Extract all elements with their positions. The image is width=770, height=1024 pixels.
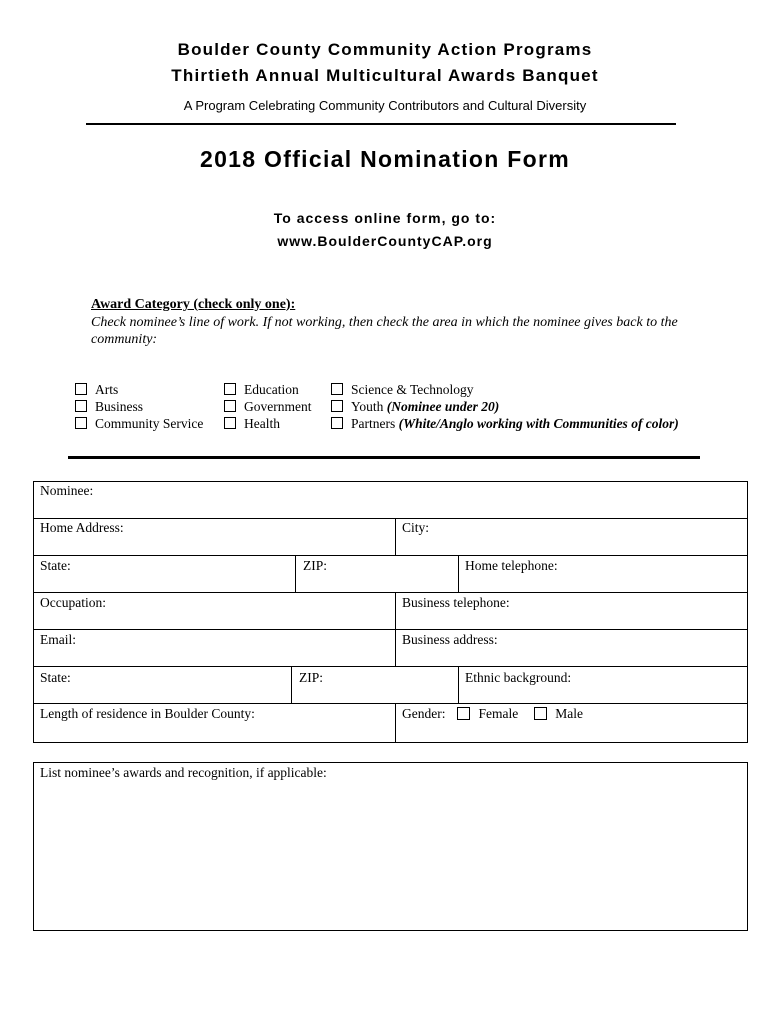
checkbox[interactable] xyxy=(331,400,343,412)
state-2-field[interactable] xyxy=(33,666,292,704)
online-form-note: To access online form, go to: xyxy=(273,210,497,226)
gender-label: Gender: xyxy=(402,706,446,721)
checkbox[interactable] xyxy=(224,417,236,429)
org-name: Boulder County Community Action Programs xyxy=(177,40,593,59)
header-divider xyxy=(86,123,676,125)
category-option-partners[interactable]: Partners (White/Anglo working with Communities of color) xyxy=(331,415,679,432)
checkbox[interactable] xyxy=(331,383,343,395)
state-2-label: State: xyxy=(40,670,71,685)
checkbox[interactable] xyxy=(75,400,87,412)
email-label: Email: xyxy=(40,632,76,647)
event-name: Thirtieth Annual Multicultural Awards Banquet xyxy=(171,66,599,85)
nominee-label: Nominee: xyxy=(40,483,94,498)
category-option-health[interactable]: Health xyxy=(224,415,280,432)
category-option-business[interactable]: Business xyxy=(75,398,143,415)
category-option-youth[interactable]: Youth (Nominee under 20) xyxy=(331,398,499,415)
category-option-community-service[interactable]: Community Service xyxy=(75,415,203,432)
gender-male-checkbox[interactable] xyxy=(534,707,547,720)
zip-label: ZIP: xyxy=(303,558,328,573)
zip-2-label: ZIP: xyxy=(299,670,324,685)
nominee-field[interactable] xyxy=(33,481,748,519)
city-field[interactable] xyxy=(395,518,748,556)
category-option-government[interactable]: Government xyxy=(224,398,311,415)
home-address-label: Home Address: xyxy=(40,520,124,535)
state-label: State: xyxy=(40,558,71,573)
home-telephone-label: Home telephone: xyxy=(465,558,558,573)
online-form-url[interactable]: www.BoulderCountyCAP.org xyxy=(277,233,493,249)
occupation-label: Occupation: xyxy=(40,595,106,610)
tagline: A Program Celebrating Community Contributors and Cultural Diversity xyxy=(183,98,587,113)
checkbox[interactable] xyxy=(75,383,87,395)
award-category-heading: Award Category (check only one): xyxy=(91,297,296,312)
award-category-instructions: Check nominee’s line of work. If not working, then check the area in which the nominee gives back to the community: xyxy=(91,315,678,347)
section-divider xyxy=(68,456,700,459)
category-option-science-technology[interactable]: Science & Technology xyxy=(331,381,474,398)
checkbox[interactable] xyxy=(224,400,236,412)
business-address-label: Business address: xyxy=(402,632,498,647)
gender-male-label: Male xyxy=(555,706,583,721)
awards-recognition-label: List nominee’s awards and recognition, if applicable: xyxy=(40,765,327,780)
category-option-education[interactable]: Education xyxy=(224,381,299,398)
gender-group xyxy=(402,706,583,722)
form-title: 2018 Official Nomination Form xyxy=(200,146,570,172)
business-telephone-label: Business telephone: xyxy=(402,595,510,610)
awards-recognition-field[interactable] xyxy=(33,762,748,931)
checkbox[interactable] xyxy=(224,383,236,395)
email-field[interactable] xyxy=(33,629,396,667)
checkbox[interactable] xyxy=(75,417,87,429)
ethnic-background-label: Ethnic background: xyxy=(465,670,572,685)
gender-female-label: Female xyxy=(478,706,519,721)
category-option-arts[interactable]: Arts xyxy=(75,381,118,398)
checkbox[interactable] xyxy=(331,417,343,429)
city-label: City: xyxy=(402,520,430,535)
state-field[interactable] xyxy=(33,555,296,593)
gender-female-checkbox[interactable] xyxy=(457,707,470,720)
length-of-residence-label: Length of residence in Boulder County: xyxy=(40,706,255,721)
